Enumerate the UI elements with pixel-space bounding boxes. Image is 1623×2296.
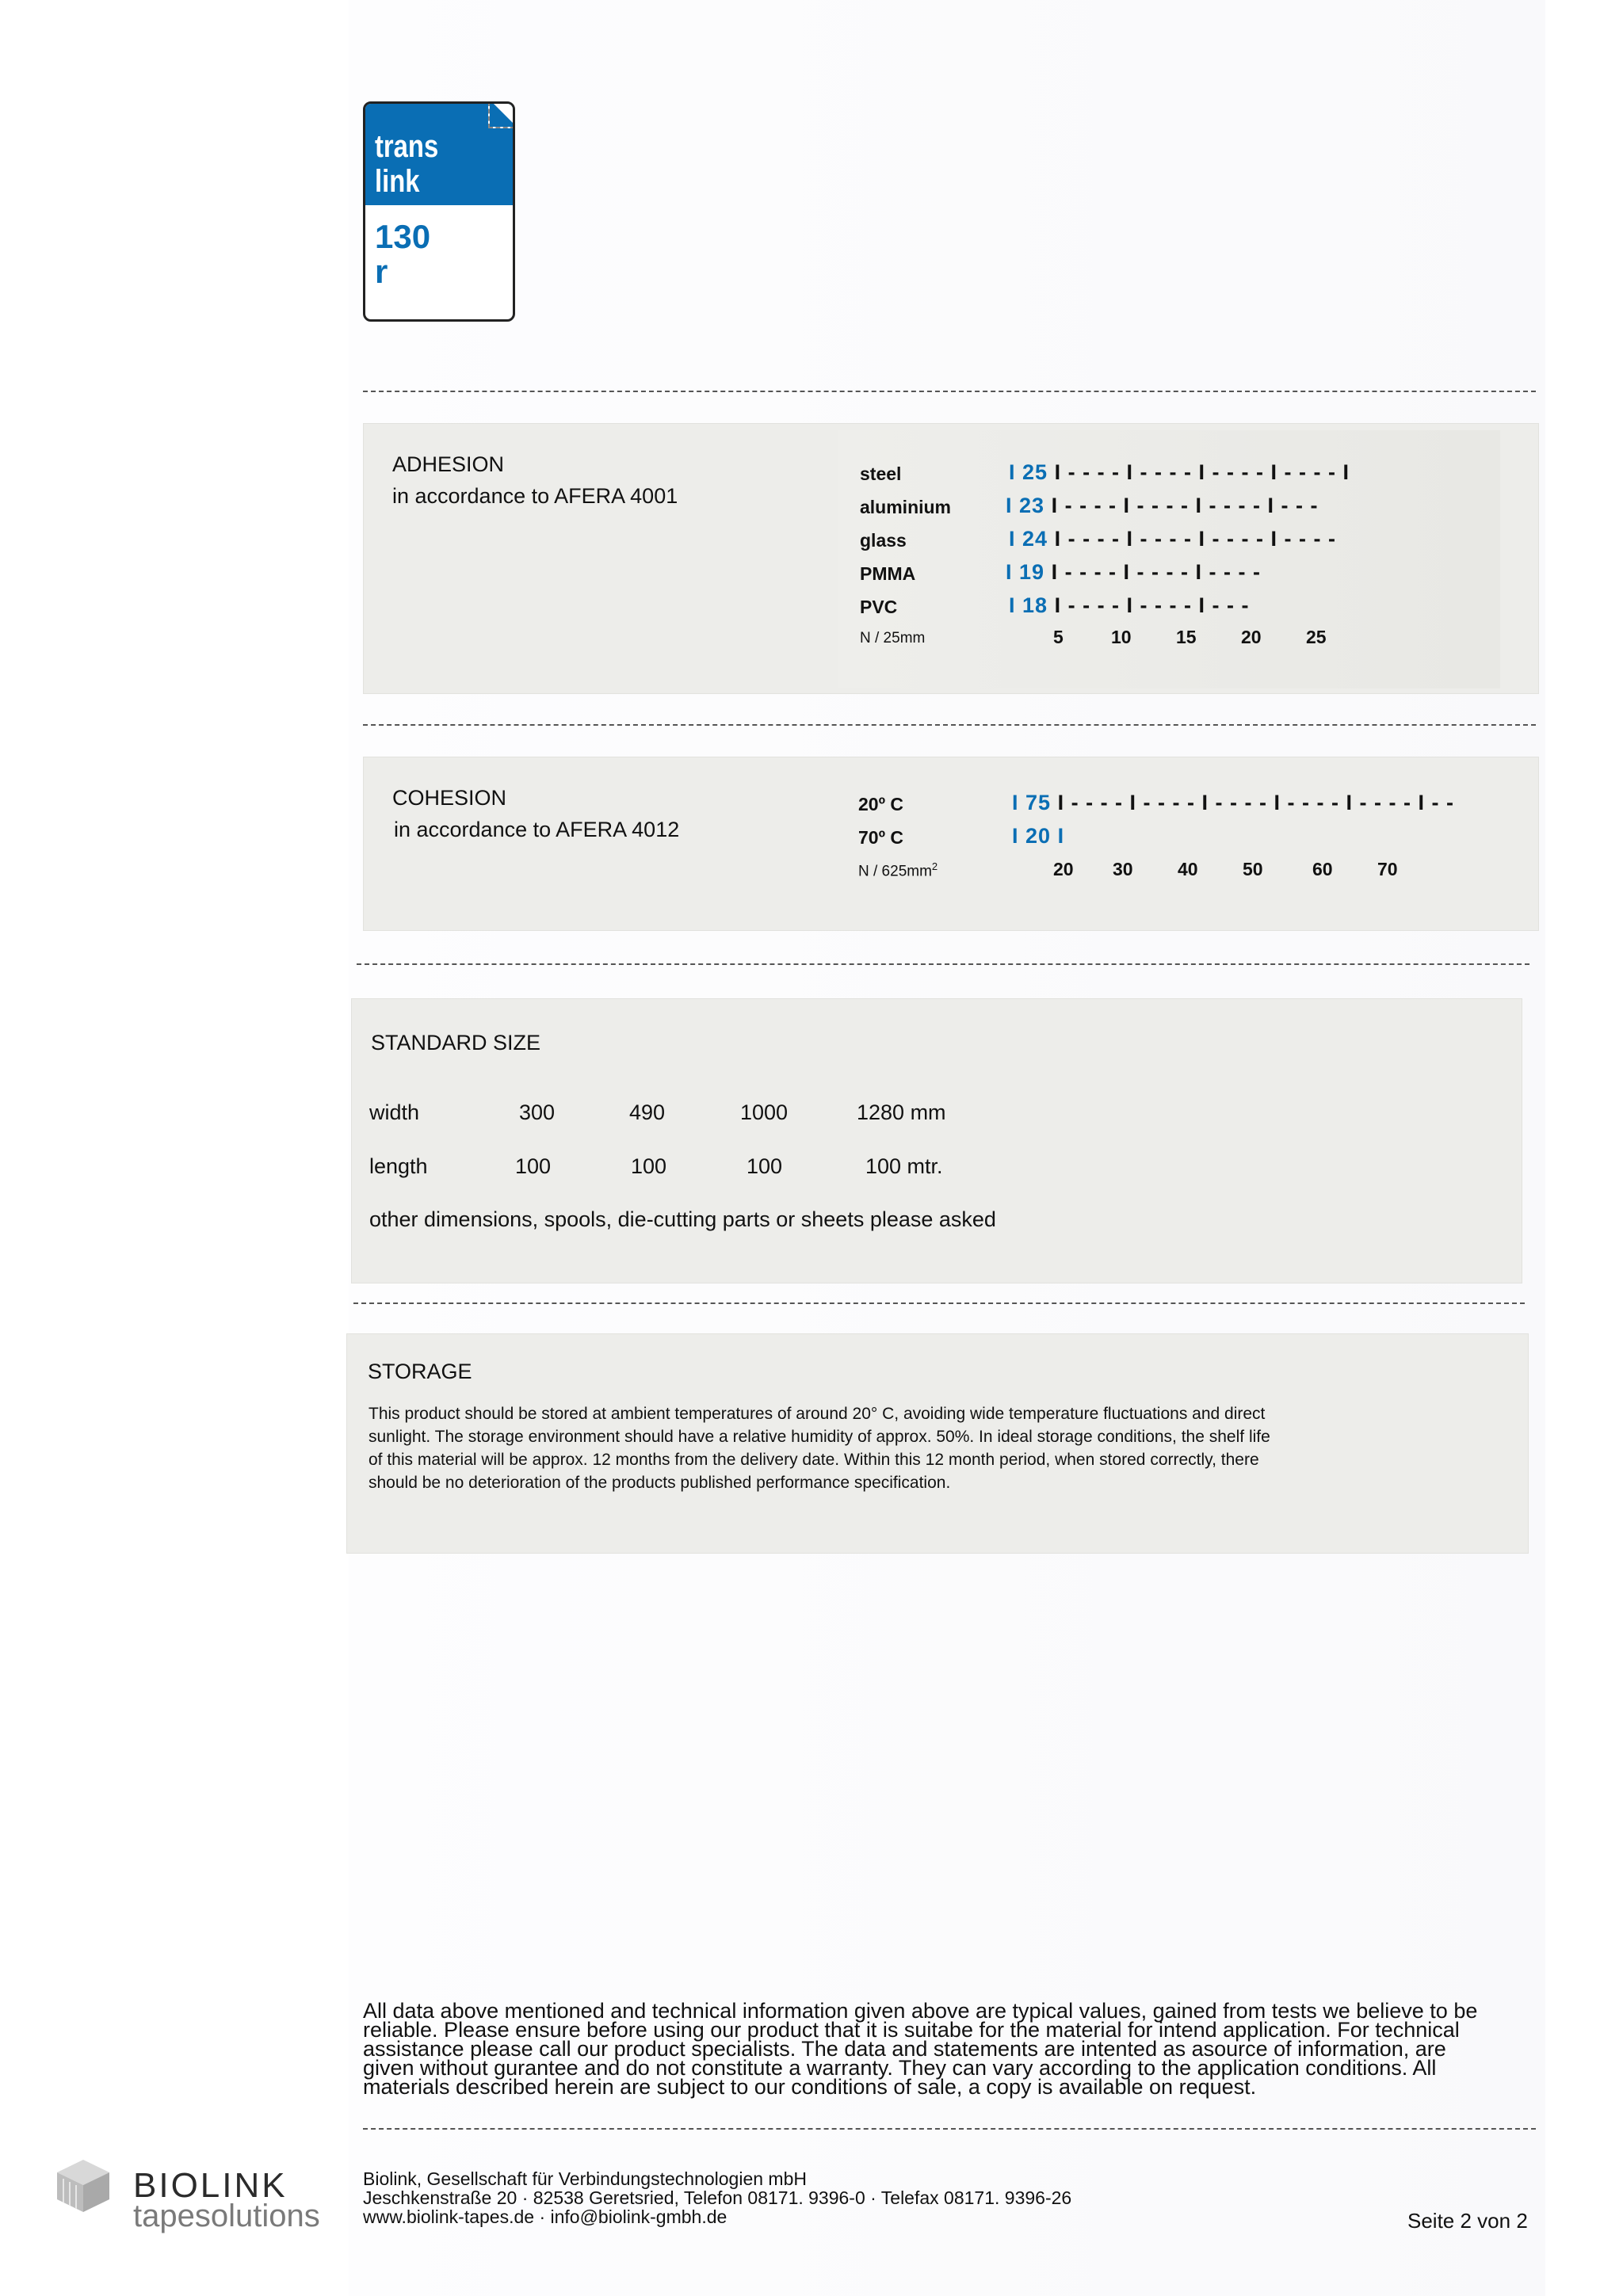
- adhesion-bar-glass: I 24 I - - - - I - - - - I - - - - I - - - -: [1009, 527, 1336, 551]
- biolink-brand-sub: tapesolutions: [133, 2199, 320, 2233]
- width-value: 1000: [740, 1100, 789, 1124]
- footer-web: www.biolink-tapes.de · info@biolink-gmbh.de: [363, 2206, 727, 2227]
- adhesion-tick: 15: [1176, 627, 1197, 647]
- width-value: 1280 mm: [857, 1100, 946, 1124]
- storage-panel: [346, 1333, 1529, 1554]
- width-value: 490: [629, 1100, 666, 1124]
- adhesion-tick: 25: [1306, 627, 1327, 647]
- disclaimer-line: All data above mentioned and technical information given above are typical values, gained from tests we believe to be: [363, 1999, 1478, 2023]
- cohesion-tick: 30: [1113, 859, 1133, 879]
- width-value: 300: [519, 1100, 556, 1124]
- adhesion-subtitle: in accordance to AFERA 4001: [392, 484, 678, 508]
- cohesion-unit: N / $625mm^2$: [858, 860, 938, 880]
- cohesion-label-70c: 70º C: [858, 827, 903, 848]
- length-value: 100: [631, 1154, 667, 1178]
- divider: [353, 1302, 1525, 1304]
- storage-line: of this material will be approx. 12 months from the delivery date. Within this 12 month period, when stored correctly, there: [369, 1451, 1259, 1469]
- cohesion-bar-20c: I 75 I - - - - I - - - - I - - - - I - - - - I - - - - I - -: [1012, 791, 1454, 814]
- adhesion-label-aluminium: aluminium: [860, 497, 952, 517]
- adhesion-bar-aluminium: I 23 I - - - - I - - - - I - - - - I - - -: [1006, 494, 1319, 517]
- adhesion-label-pvc: PVC: [860, 597, 898, 617]
- cohesion-label-20c: 20º C: [858, 794, 903, 814]
- logo-suffix: r: [375, 253, 388, 290]
- storage-line: should be no deterioration of the products published performance specification.: [369, 1474, 951, 1492]
- biolink-cube-icon: [54, 2158, 113, 2214]
- divider: [363, 724, 1536, 726]
- adhesion-label-steel: steel: [860, 463, 902, 484]
- footer-company: Biolink, Gesellschaft für Verbindungstechnologien mbH: [363, 2168, 807, 2189]
- disclaimer-line: assistance please call our product specialists. The data and statements are intented as asource of information, are: [363, 2037, 1446, 2061]
- divider: [357, 963, 1529, 965]
- divider: [363, 2128, 1536, 2130]
- adhesion-label-glass: glass: [860, 530, 907, 551]
- adhesion-bar-pvc: I 18 I - - - - I - - - - I - - -: [1009, 593, 1250, 617]
- adhesion-panel: [363, 423, 1539, 694]
- product-logo: [363, 101, 515, 322]
- standard-size-title: STANDARD SIZE: [371, 1031, 541, 1055]
- length-value: 100 mtr.: [865, 1154, 943, 1178]
- cohesion-bar-70c: I 20 I: [1012, 824, 1065, 848]
- cohesion-subtitle: in accordance to AFERA 4012: [394, 818, 680, 841]
- cohesion-tick: 70: [1377, 859, 1398, 879]
- cohesion-tick: 40: [1178, 859, 1198, 879]
- divider: [363, 391, 1536, 392]
- adhesion-tick: 20: [1241, 627, 1262, 647]
- storage-title: STORAGE: [368, 1360, 472, 1383]
- length-label: length: [369, 1154, 428, 1178]
- storage-line: sunlight. The storage environment should have a relative humidity of approx. 50%. In ideal storage conditions, the shelf life: [369, 1428, 1270, 1446]
- cohesion-panel: [363, 757, 1539, 931]
- biolink-brand-name: BIOLINK: [133, 2166, 288, 2205]
- logo-word-link: link: [375, 164, 420, 199]
- adhesion-tick: 10: [1111, 627, 1132, 647]
- storage-line: This product should be stored at ambient temperatures of around 20° C, avoiding wide temperature fluctuations and direct: [369, 1405, 1266, 1423]
- adhesion-tick: 5: [1053, 627, 1064, 647]
- page-number: Seite 2 von 2: [1407, 2209, 1528, 2233]
- size-note: other dimensions, spools, die-cutting parts or sheets please asked: [369, 1207, 996, 1231]
- logo-word-trans: trans: [375, 129, 439, 164]
- disclaimer: [363, 1999, 1536, 2099]
- logo-folded-corner: [488, 101, 515, 128]
- cohesion-tick: 20: [1053, 859, 1074, 879]
- width-label: width: [369, 1100, 420, 1124]
- cohesion-tick: 60: [1312, 859, 1333, 879]
- storage-text: [369, 1402, 1494, 1494]
- disclaimer-line: given without gurantee and do not constitute a warranty. They can vary according to the application conditions. All: [363, 2056, 1437, 2080]
- disclaimer-line: materials described herein are subject to our conditions of sale, a copy is available on request.: [363, 2075, 1257, 2099]
- adhesion-title: ADHESION: [392, 452, 505, 476]
- standard-size-panel: [351, 998, 1522, 1283]
- footer-address: Jeschkenstraße 20 · 82538 Geretsried, Telefon 08171. 9396-0 · Telefax 08171. 9396-26: [363, 2187, 1072, 2208]
- length-value: 100: [515, 1154, 552, 1178]
- adhesion-unit: N / 25mm: [860, 630, 926, 646]
- disclaimer-line: reliable. Please ensure before using our product that it is suitabe for the material for intend application. For technical: [363, 2018, 1460, 2042]
- length-value: 100: [747, 1154, 783, 1178]
- adhesion-bar-pmma: I 19 I - - - - I - - - - I - - - -: [1006, 560, 1261, 584]
- cohesion-tick: 50: [1243, 859, 1263, 879]
- adhesion-bar-steel: I 25 I - - - - I - - - - I - - - - I - - - - I: [1009, 460, 1350, 484]
- adhesion-label-pmma: PMMA: [860, 563, 916, 584]
- logo-number: 130: [375, 218, 431, 255]
- cohesion-title: COHESION: [392, 786, 507, 810]
